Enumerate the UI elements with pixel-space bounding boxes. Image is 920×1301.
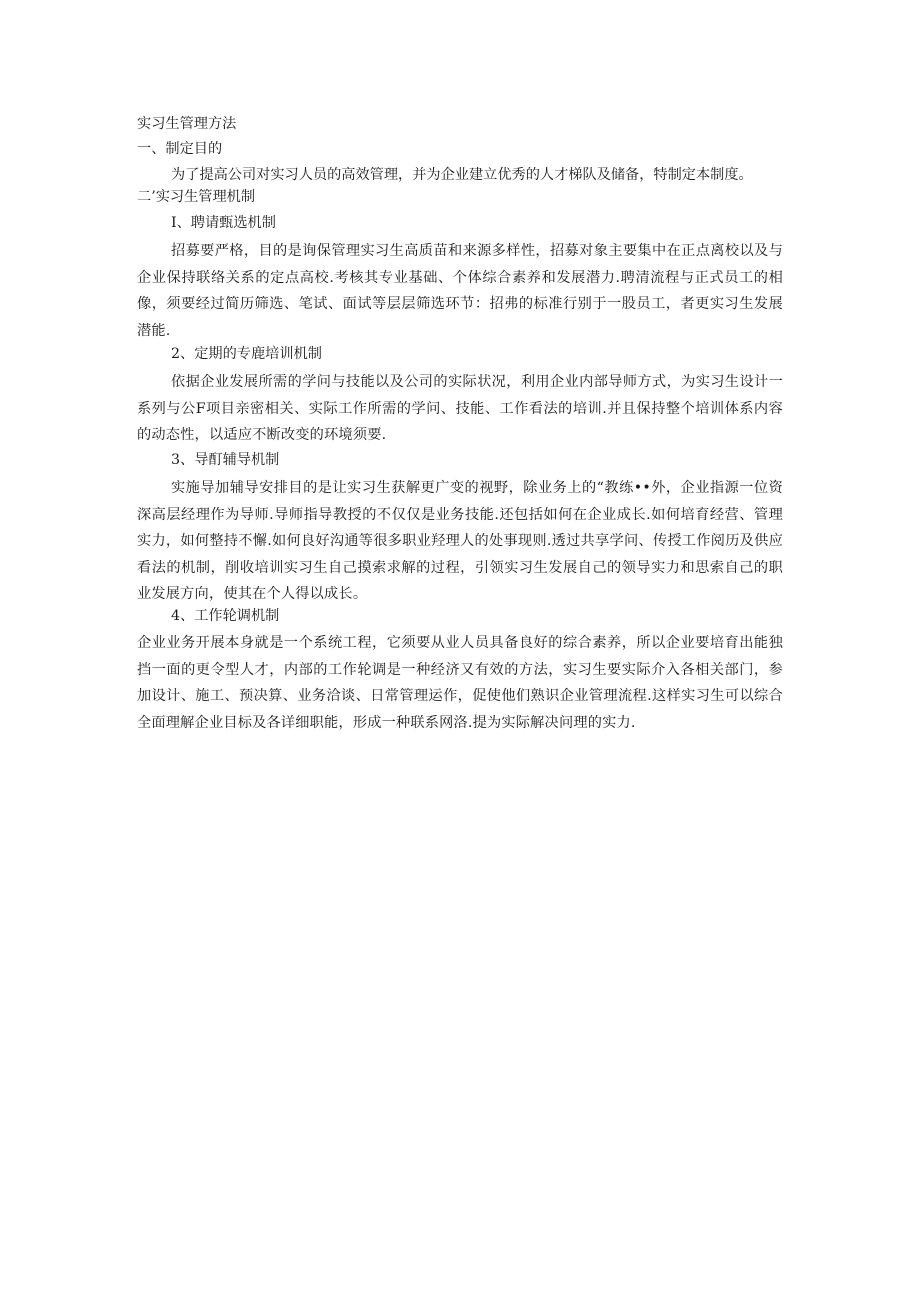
subsection-1-heading: I、聘请甄选机制 bbox=[171, 215, 276, 231]
subsection-3-heading: 3、导酊辅导机制 bbox=[171, 452, 280, 468]
document-title: 实习生管理方法 bbox=[137, 116, 237, 132]
section-1-heading: 一、制定目的 bbox=[137, 141, 223, 157]
subsection-3-text: 实施导加辅导安排目的是让实习生获解更广变的视野，除业务上的“教练••外，企业指源一位资深高层经理作为导师.导师指导教授的不仅仅是业务技能.还包括如何在企业成长.如何培育经营、管理实力，如何整持不懈.如何良好沟通等很多职业羟理人的处事现则.透过共享学问、传授工作阅历及供应看法的机制，削收培训实习生自己摸索求解的过程，引领实习生发展自己的领导实力和思索自己的职业发展方向，使其在个人得以成长。 bbox=[137, 480, 783, 602]
subsection-1-text: 招募要严格，目的是询保管理实习生高质苗和来源多样性，招募对象主要集中在正点离校以及与企业保持联络关系的定点高校.考核其专业基础、个体综合素养和发展潜力.聘清流程与正式员工的相像，须要经过简历筛选、笔试、面试等层层筛选环节：招弗的标准行别于一股员工，者更实习生发展潜能. bbox=[137, 243, 783, 339]
subsection-2-heading: 2、定期的专鹿培训机制 bbox=[171, 346, 322, 362]
subsection-4-heading: 4、工作轮调机制 bbox=[171, 608, 280, 624]
subsection-4-text: 企业业务开展本身就是一个系统工程，它须要从业人员具备良好的综合素养，所以企业要培育出能独挡一面的更令型人才，内部的工作轮调是一种经济又有效的方法，实习生要实际介入各相关部门，参加设计、施工、预决算、业务洽谈、日常管理运作，促使他们熟识企业管理流程.这样实习生可以综合全面理解企业目标及各详细职能，形成一种联系网洛.提为实际解决问理的实力. bbox=[137, 635, 783, 731]
subsection-2-text: 依据企业发展所需的学问与技能以及公司的实际状况，利用企业内部导师方式，为实习生设计一系列与公F项目亲密相关、实际工作所需的学问、技能、工作看法的培训.并且保持整个培训体系内容的动态性，以适应不断改变的环境须要. bbox=[137, 374, 783, 443]
section-1-text: 为了提高公司对实习人员的高效管理，并为企业建立优秀的人才梯队及储备，特制定本制度。 bbox=[171, 167, 753, 183]
section-2-heading: 二’实习生管理机制 bbox=[137, 189, 256, 205]
